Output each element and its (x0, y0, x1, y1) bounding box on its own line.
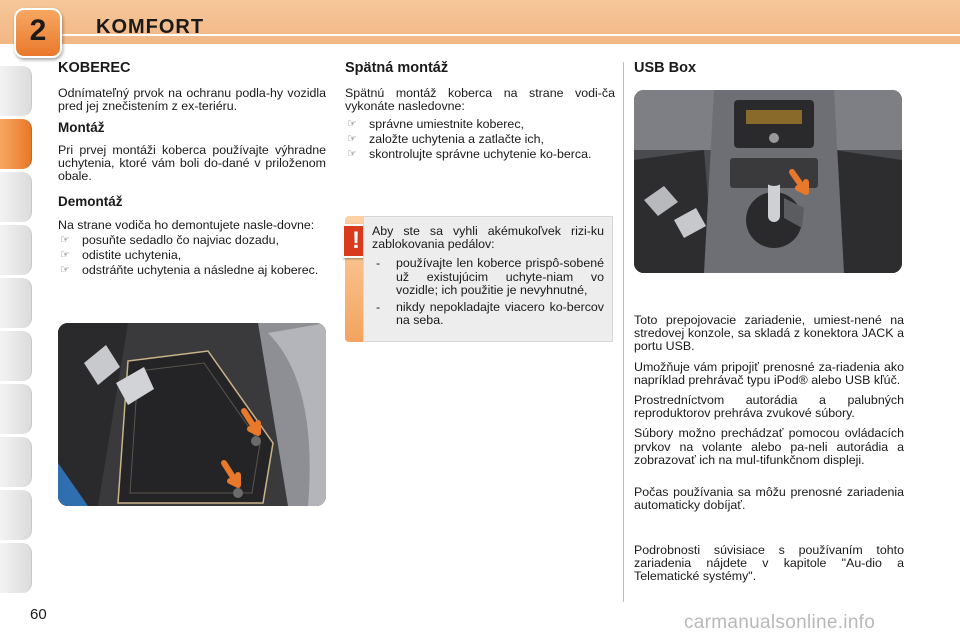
list-item: ☞ založte uchytenia a zatlačte ich, (345, 133, 615, 146)
list-item: ☞ posuňte sedadlo čo najviac dozadu, (58, 234, 326, 247)
list-item: - nikdy nepokladajte viacero ko-bercov na seba. (372, 301, 604, 327)
list-item: - používajte len koberce prispô-sobené už existujúcim uchyte-niam vo vozidle; ich použitie je nevyhnutné, (372, 257, 604, 297)
chapter-tab-4[interactable] (0, 225, 32, 275)
carpet-intro: Odnímateľný prvok na ochranu podla-hy vozidla pred jej znečistením z ex-teriéru. (58, 86, 326, 114)
mount-text: Pri prvej montáži koberca používajte výhradne uchytenia, ktoré vám boli do-dané v priloženom obale. (58, 142, 326, 184)
dismount-heading: Demontáž (58, 194, 123, 210)
chapter-number: 2 (29, 14, 47, 47)
chapter-title: KOMFORT (96, 16, 205, 38)
chapter-tab-10[interactable] (0, 543, 32, 593)
usb-paragraph: Súbory možno prechádzať pomocou ovládacích prvkov na volante alebo pa-neli autorádia a zobrazovať ich na mul-tifunkčnom displeji. (634, 426, 904, 467)
reference-text: Podrobnosti súvisiace s používaním tohto zariadenia nájdete v kapitole "Au-dio a Telematické systémy". (634, 543, 904, 584)
chapter-tab-5[interactable] (0, 278, 32, 328)
floor-mat-photo (58, 323, 326, 506)
mount-heading: Montáž (58, 119, 105, 135)
reinstall-steps (345, 118, 615, 162)
dismount-steps (58, 234, 326, 278)
list-item: ☞ odstráňte uchytenia a následne aj koberec. (58, 264, 326, 277)
reinstall-section (345, 62, 615, 167)
page-number: 60 (30, 606, 47, 623)
column-divider (623, 62, 624, 602)
chapter-tab-9[interactable] (0, 490, 32, 540)
chapter-tabs (0, 66, 32, 596)
warning-exclamation-icon: ! (342, 224, 370, 258)
carpet-heading: KOBEREC (58, 60, 131, 76)
chapter-tab-3[interactable] (0, 172, 32, 222)
warning-box (345, 216, 613, 342)
chapter-tab-6[interactable] (0, 331, 32, 381)
usb-box-section (634, 62, 904, 87)
list-item: ☞ odistite uchytenia, (58, 249, 326, 262)
chapter-tab-2-active[interactable] (0, 119, 32, 169)
reinstall-heading: Spätná montáž (345, 60, 449, 76)
usb-box-photo (634, 90, 902, 273)
usb-paragraph: Prostredníctvom autorádia a palubných reproduktorov prehráva zvukové súbory. (634, 393, 904, 421)
usb-box-heading: USB Box (634, 60, 697, 76)
carpet-section (58, 62, 326, 283)
warning-body (363, 216, 613, 342)
reinstall-intro: Spätnú montáž koberca na strane vodi-ča vykonáte nasledovne: (345, 86, 615, 114)
usb-box-text (634, 314, 904, 474)
usb-reference-note (634, 544, 904, 591)
chapter-tab-8[interactable] (0, 437, 32, 487)
chapter-tab-7[interactable] (0, 384, 32, 434)
chapter-tab-1[interactable] (0, 66, 32, 116)
dismount-intro: Na strane vodiča ho demontujete nasle-dovne: (58, 217, 315, 232)
warning-list (372, 257, 604, 327)
list-item: ☞ skontrolujte správne uchytenie ko-berca. (345, 148, 615, 161)
watermark: carmanualsonline.info (684, 612, 876, 633)
usb-paragraph: Toto prepojovacie zariadenie, umiest-nené na stredovej konzole, sa skladá z konektora JACK a portu USB. (634, 313, 904, 354)
usb-charging-note (634, 486, 904, 519)
list-item: ☞ správne umiestnite koberec, (345, 118, 615, 131)
usb-paragraph: Umožňuje vám pripojiť prenosné za-riadenia ako napríklad prehrávač typu iPod® alebo USB kľúč. (634, 359, 904, 387)
warning-intro: Aby ste sa vyhli akémukoľvek rizi-ku zablokovania pedálov: (372, 224, 604, 252)
chapter-badge (14, 8, 62, 58)
charging-text: Počas používania sa môžu prenosné zariadenia automaticky dobíjať. (634, 485, 904, 513)
